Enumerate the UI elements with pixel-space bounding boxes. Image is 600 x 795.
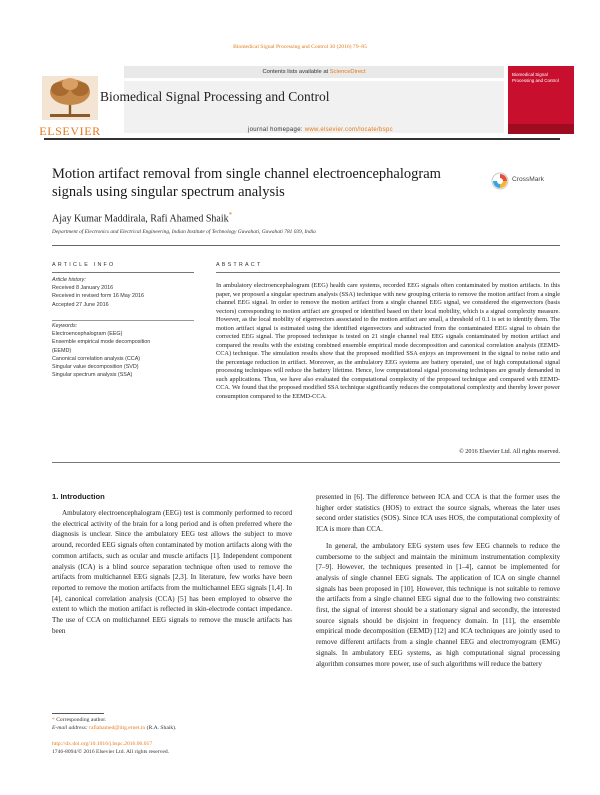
footnote-email-line	[52, 725, 292, 733]
article-title: Motion artifact removal from single channel electroencephalogram signals using singular spectrum analysis	[52, 166, 441, 200]
abstract-divider	[216, 272, 560, 273]
publisher-logo-text: ELSEVIER	[39, 124, 101, 138]
abstract-bottom-divider	[52, 462, 560, 463]
affiliation: Department of Electronics and Electrical Engineering, Indian Institute of Technology Guwahati, Guwahati 781 039, India	[52, 229, 316, 235]
article-info-divider	[52, 272, 194, 273]
journal-title: Biomedical Signal Processing and Control	[100, 89, 330, 104]
keywords-divider	[52, 320, 194, 321]
history-revised: Received in revised form 16 May 2016	[52, 293, 144, 300]
author-list	[52, 211, 232, 224]
journal-homepage	[248, 127, 393, 133]
paragraph: Ambulatory electroencephalogram (EEG) test is commonly performed to record the electrical activity of the brain for a long period and is often preferred where the diagnosis is unclear. Since the ambulatory EEG test allows the subject to move around, recorded EEG signals often contaminated by motion artifacts along with the common artifacts, such as ocular and muscle artifacts [1]. Independent component analysis (ICA) is a blind source separation technique often used to remove the artifacts from multichannel EEG signals [2,3]. In literature, few works have been reported to remove the motion artifacts from the multichannel EEG signals [1,4]. In [4], canonical correlation analysis (CCA) [5] has been employed to observe the extent to which the motion artifact is reflected in skin-electrode contact impedance. The use of CCA on multichannel EEG signals to remove the muscle artifacts has been	[52, 509, 292, 635]
section-heading-introduction: 1. Introduction	[52, 492, 105, 501]
footnote-line	[52, 717, 292, 725]
copyright-notice: © 2016 Elsevier Ltd. All rights reserved.	[459, 448, 560, 455]
keyword-item: Electroencephalogram (EEG)	[52, 331, 123, 338]
elsevier-tree-logo	[24, 72, 116, 138]
keyword-item: Singular value decomposition (SVD)	[52, 364, 139, 371]
doi-block	[52, 740, 292, 756]
corresponding-author-mark[interactable]: *	[228, 211, 233, 219]
sciencedirect-link[interactable]: ScienceDirect	[329, 69, 366, 75]
footnote-corresponding: Corresponding author.	[56, 717, 107, 723]
paragraph: presented in [6]. The difference between ICA and CCA is that the former uses the higher order statistics (HOS) to extract the source signals, whereas the later uses second order statistics (SOS). Since ICA uses HOS, the computational complexity of ICA is more than CCA.	[316, 493, 560, 534]
email-suffix: (R.A. Shaik).	[146, 724, 177, 731]
issn-line: 1746-8094/© 2016 Elsevier Ltd. All rights reserved.	[52, 749, 170, 755]
history-received: Received 8 January 2016	[52, 285, 114, 292]
email-link[interactable]: rafiahamed@iitg.ernet.in	[89, 724, 146, 731]
crossmark-badge[interactable]	[491, 172, 555, 190]
abstract-text: In ambulatory electroencephalogram (EEG) health care systems, recorded EEG signals often contaminated by motion artifacts. In this paper, we proposed a singular spectrum analysis (SSA) technique with new grouping criteria to remove the motion artifact from a single channel EEG signal. In order to remove the motion artifact from a single channel EEG signal, we considered the eigenvectors (basis vectors) corresponding to motion artifact are grouped or identified based on their local mobility, which is a signal complexity measure. However, as the local mobility of eigenvectors associated to the motion artifact are small, a threshold of 0.1 is set to identify them. The motion artifact signal is estimated using the identified eigenvectors and subtracted from the contaminated EEG signal to obtain the corrected EEG signal. The proposed technique is tested on 21 single channel real EEG signals contaminated by motion artifact and compared the results with the existing combined ensemble empirical mode decomposition and canonical correlation analysis (EEMD-CCA) technique. The simulation results show that the proposed modified SSA enjoys an improvement in the signal to noise ratio and the percentage reduction in artifact. Moreover, as the ambulatory EEG systems are battery operated, use of high computational signal processing techniques will reduce the battery lifetime. Hence, low computational signal processing techniques are greatly demanded in such applications. Thus, we have also evaluated the computational complexity of the proposed technique and compared with EEMD-CCA. We found that the proposed modified SSA technique significantly reduces the computational complexity and thereby lower power consumption compared to the EEMD-CCA.	[216, 282, 560, 400]
history-heading: Article history:	[52, 277, 86, 283]
cover-title: Biomedical Signal Processing and Control	[512, 72, 559, 83]
homepage-url[interactable]: www.elsevier.com/locate/bspc	[304, 127, 393, 133]
keyword-item: Canonical correlation analysis (CCA)	[52, 355, 141, 362]
journal-cover-thumbnail	[508, 66, 574, 134]
keyword-item: (EEMD)	[52, 347, 72, 354]
affiliation-divider	[52, 245, 560, 246]
contents-prefix: Contents lists available at	[262, 69, 329, 75]
journal-header	[24, 66, 576, 138]
keywords-heading: Keywords:	[52, 323, 78, 329]
keyword-item: Ensemble empirical mode decomposition	[52, 339, 151, 346]
footnote-divider	[52, 713, 104, 714]
paragraph: In general, the ambulatory EEG system uses few EEG channels to reduce the cumbersome to the subject and maintain the minimum instrumentation complexity [7–9]. However, the techniques presented in [1–4], cannot be implemented for analysis of single channel EEG signals. The application of ICA on single channel signals has been proposed in [10]. However, this technique is not suitable to remove the artifacts from a single channel EEG signal due to the following two constraints: first, the signal of interest should be a stationary signal and secondly, the interested source signals should be disjoint in frequency domain. In [11], the ensemble empirical mode decomposition (EEMD) [12] and ICA techniques are jointly used to remove different artifacts from a single channel EEG and electromyogram (EMG) signals. In ambulatory EEG systems, as high computational signal processing algorithm consumes more power, use of such algorithms will reduce the battery	[316, 541, 560, 668]
article-info-heading: ARTICLE INFO	[52, 262, 116, 268]
history-accepted: Accepted 27 June 2016	[52, 301, 109, 308]
cover-band	[508, 124, 574, 134]
abstract-heading: ABSTRACT	[216, 262, 263, 268]
keyword-item: Singular spectrum analysis (SSA)	[52, 372, 133, 379]
homepage-label: journal homepage:	[248, 127, 303, 133]
author-names: Ajay Kumar Maddirala, Rafi Ahamed Shaik	[52, 213, 229, 225]
keywords-list	[52, 322, 194, 379]
footnote-mark: *	[52, 717, 55, 723]
body-column-left	[52, 508, 292, 636]
article-history	[52, 276, 194, 309]
header-divider	[44, 138, 560, 140]
body-column-right	[316, 492, 560, 669]
journal-reference[interactable]: Biomedical Signal Processing and Control 30 (2016) 79–85	[233, 44, 367, 50]
crossmark-label: CrossMark	[512, 176, 544, 183]
corresponding-author-footnote	[52, 717, 292, 732]
doi-link[interactable]: http://dx.doi.org/10.1016/j.bspc.2016.06.017	[52, 741, 153, 747]
crossmark-icon	[491, 172, 511, 190]
email-label: E-mail address:	[52, 724, 88, 731]
contents-bar	[124, 66, 504, 78]
